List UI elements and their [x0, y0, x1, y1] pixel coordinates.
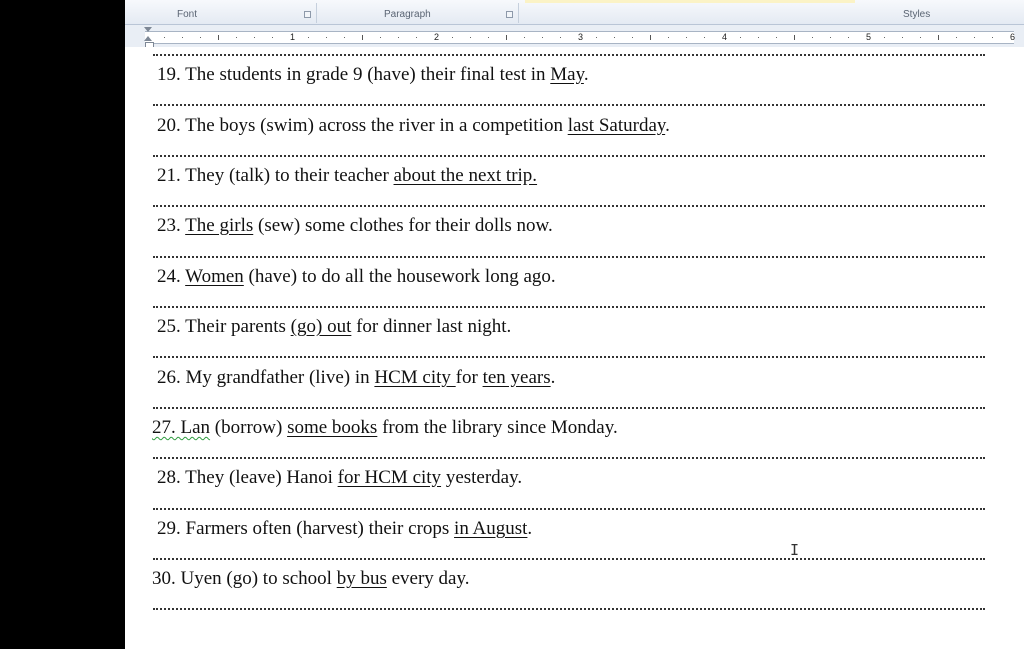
text-run: 20. The boys (swim) across the river in a competition [157, 115, 568, 136]
ruler-number: 6 [1010, 32, 1016, 42]
ruler-tick [542, 37, 543, 38]
text-run: 25. Their parents [157, 316, 291, 337]
dotted-answer-line [153, 306, 985, 308]
ruler-tick [830, 37, 831, 38]
exercise-line-27[interactable] [152, 417, 618, 439]
dotted-answer-line [153, 558, 985, 560]
underlined-phrase: The girls [185, 215, 254, 236]
first-line-indent-marker[interactable] [144, 27, 152, 32]
ruler-number: 1 [290, 32, 296, 42]
underlined-phrase: for HCM city [337, 467, 442, 488]
ribbon-group-font: Font [177, 9, 198, 20]
exercise-line-29[interactable] [157, 518, 532, 540]
ruler-tick [920, 37, 921, 38]
dotted-answer-line [153, 155, 985, 157]
ruler-track [145, 31, 1014, 44]
text-run: . [550, 367, 556, 388]
exercise-line-28[interactable] [157, 467, 522, 489]
ruler-tick [812, 37, 813, 38]
ribbon-highlight [525, 0, 855, 3]
ruler-tick [758, 37, 759, 38]
ruler-tick [236, 37, 237, 38]
ruler-tick [614, 37, 615, 38]
ruler-tick [740, 37, 741, 38]
underlined-phrase: last Saturday [567, 115, 666, 136]
dotted-answer-line [153, 508, 985, 510]
horizontal-ruler[interactable] [125, 25, 1024, 48]
text-cursor-ibeam-icon: I [790, 541, 800, 559]
text-run: (sew) some clothes for their dolls now. [253, 215, 553, 236]
dotted-answer-line [153, 608, 985, 610]
ruler-tick [344, 37, 345, 38]
underlined-phrase: ten years [482, 367, 551, 388]
underlined-phrase: May [550, 64, 584, 85]
text-run: 21. They (talk) to their teacher [157, 165, 394, 186]
hanging-indent-marker[interactable] [144, 36, 152, 41]
ruler-number: 3 [578, 32, 584, 42]
text-run: (borrow) [210, 417, 288, 438]
text-run: 29. Farmers often (harvest) their crops [157, 518, 455, 539]
ruler-tick [632, 37, 633, 38]
underlined-phrase: (go) out [290, 316, 352, 337]
text-run: for dinner last night. [351, 316, 512, 337]
ribbon-separator [316, 3, 317, 23]
exercise-line-26[interactable] [157, 367, 555, 389]
ruler-tick [704, 37, 705, 38]
exercise-line-24[interactable] [157, 266, 556, 288]
text-run: (have) to do all the housework long ago. [243, 266, 556, 287]
text-run: every day. [386, 568, 470, 589]
ruler-tick [794, 35, 795, 40]
ribbon-group-paragraph: Paragraph [384, 9, 431, 20]
grammar-flagged-text: 27. Lan [152, 417, 211, 438]
text-run: 30. Uyen (go) to school [152, 568, 337, 589]
text-run: 28. They (leave) Hanoi [157, 467, 338, 488]
text-run: 23. [157, 215, 186, 236]
dotted-answer-line [153, 407, 985, 409]
text-run: . [583, 64, 589, 85]
ruler-number: 5 [866, 32, 872, 42]
ruler-tick [362, 35, 363, 40]
ruler-tick [650, 35, 651, 40]
exercise-line-21[interactable] [157, 165, 537, 187]
ruler-tick [974, 37, 975, 38]
exercise-line-19[interactable] [157, 64, 589, 86]
document-page[interactable] [125, 47, 1024, 649]
dotted-answer-line [153, 104, 985, 106]
dotted-answer-line [153, 205, 985, 207]
ruler-tick [254, 37, 255, 38]
ruler-tick [380, 37, 381, 38]
ruler-tick [560, 37, 561, 38]
exercise-line-23[interactable] [157, 215, 553, 237]
exercise-line-25[interactable] [157, 316, 511, 338]
ribbon-group-styles: Styles [903, 9, 931, 20]
font-dialog-launcher-icon[interactable] [304, 11, 311, 18]
ruler-tick [452, 37, 453, 38]
word-window [125, 0, 1024, 649]
text-run: from the library since Monday. [377, 417, 618, 438]
ruler-number: 4 [722, 32, 728, 42]
underlined-phrase: HCM city [374, 367, 456, 388]
ruler-tick [668, 37, 669, 38]
ruler-tick [956, 37, 957, 38]
text-run: . [527, 518, 533, 539]
ruler-tick [200, 37, 201, 38]
ruler-tick [686, 37, 687, 38]
ruler-tick [884, 37, 885, 38]
ruler-tick [416, 37, 417, 38]
exercise-line-20[interactable] [157, 115, 670, 137]
dotted-answer-line [153, 457, 985, 459]
ruler-tick [992, 37, 993, 38]
ruler-tick [164, 37, 165, 38]
dotted-answer-line [153, 256, 985, 258]
ruler-tick [938, 35, 939, 40]
underlined-phrase: some books [287, 417, 378, 438]
ruler-tick [488, 37, 489, 38]
ruler-tick [596, 37, 597, 38]
ruler-tick [308, 37, 309, 38]
text-run: 26. My grandfather (live) in [157, 367, 375, 388]
exercise-line-30[interactable] [152, 568, 470, 590]
text-run: for [455, 367, 483, 388]
dotted-answer-line [153, 54, 985, 56]
ruler-tick [848, 37, 849, 38]
left-black-margin [0, 0, 125, 649]
underlined-phrase: by bus [336, 568, 387, 589]
paragraph-dialog-launcher-icon[interactable] [506, 11, 513, 18]
text-run: 24. [157, 266, 186, 287]
dotted-answer-line [153, 356, 985, 358]
ruler-tick [326, 37, 327, 38]
ruler-tick [272, 37, 273, 38]
underlined-phrase: Women [185, 266, 244, 287]
ribbon-separator [518, 3, 519, 23]
underlined-phrase: about the next trip. [393, 165, 538, 186]
ruler-number: 2 [434, 32, 440, 42]
ruler-tick [182, 37, 183, 38]
ruler-tick [398, 37, 399, 38]
ruler-tick [218, 35, 219, 40]
ruler-tick [506, 35, 507, 40]
underlined-phrase: in August [454, 518, 528, 539]
text-run: . [665, 115, 670, 136]
text-run: 19. The students in grade 9 (have) their final test in [157, 64, 551, 85]
text-run: yesterday. [441, 467, 523, 488]
ribbon-group-labels [125, 0, 1024, 25]
ruler-tick [524, 37, 525, 38]
ruler-tick [902, 37, 903, 38]
ruler-tick [776, 37, 777, 38]
ruler-tick [470, 37, 471, 38]
